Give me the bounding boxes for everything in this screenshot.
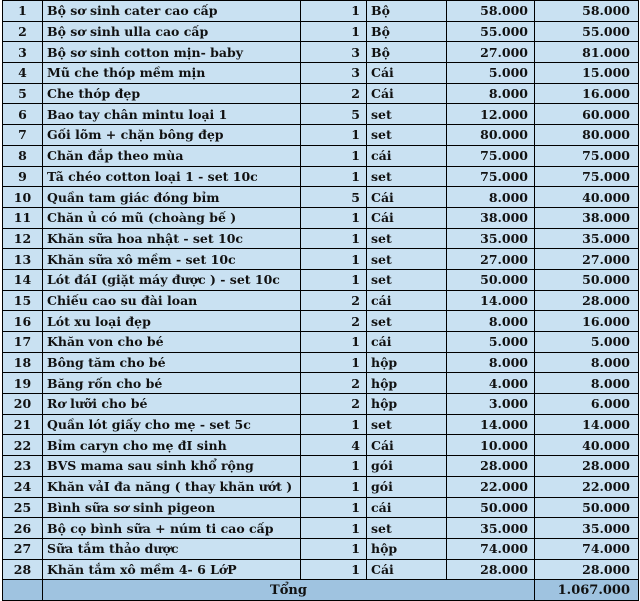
row-number: 20 bbox=[3, 394, 43, 415]
row-number: 18 bbox=[3, 352, 43, 373]
table-row bbox=[3, 207, 639, 228]
table-row bbox=[3, 145, 639, 166]
item-total: 40.000 bbox=[535, 187, 639, 208]
item-total: 50.000 bbox=[535, 497, 639, 518]
item-quantity: 1 bbox=[301, 269, 367, 290]
item-unit-price: 12.000 bbox=[447, 104, 535, 125]
item-quantity: 1 bbox=[301, 497, 367, 518]
row-number: 16 bbox=[3, 311, 43, 332]
item-name: Khăn sữa hoa nhật - set 10c bbox=[43, 228, 301, 249]
table-row bbox=[3, 352, 639, 373]
item-total: 75.000 bbox=[535, 145, 639, 166]
item-name: Bộ sơ sinh cotton mịn- baby bbox=[43, 42, 301, 63]
item-unit: cái bbox=[367, 332, 447, 353]
row-number: 12 bbox=[3, 228, 43, 249]
item-unit-price: 8.000 bbox=[447, 83, 535, 104]
item-quantity: 1 bbox=[301, 125, 367, 146]
item-total: 81.000 bbox=[535, 42, 639, 63]
item-total: 38.000 bbox=[535, 207, 639, 228]
table-row bbox=[3, 538, 639, 559]
row-number: 25 bbox=[3, 497, 43, 518]
item-name: Mũ che thóp mềm mịn bbox=[43, 63, 301, 84]
item-total: 74.000 bbox=[535, 538, 639, 559]
row-number: 1 bbox=[3, 1, 43, 22]
item-unit-price: 38.000 bbox=[447, 207, 535, 228]
item-unit-price: 22.000 bbox=[447, 476, 535, 497]
item-unit-price: 8.000 bbox=[447, 187, 535, 208]
item-total: 28.000 bbox=[535, 456, 639, 477]
table-row bbox=[3, 166, 639, 187]
item-total: 58.000 bbox=[535, 1, 639, 22]
total-pad-left bbox=[3, 580, 43, 601]
item-unit: Bộ bbox=[367, 21, 447, 42]
item-name: Chăn đắp theo mùa bbox=[43, 145, 301, 166]
item-quantity: 2 bbox=[301, 373, 367, 394]
row-number: 3 bbox=[3, 42, 43, 63]
item-unit: cái bbox=[367, 145, 447, 166]
item-name: Bộ sơ sinh ulla cao cấp bbox=[43, 21, 301, 42]
table-row bbox=[3, 435, 639, 456]
table-row bbox=[3, 559, 639, 580]
item-quantity: 1 bbox=[301, 145, 367, 166]
item-unit-price: 4.000 bbox=[447, 373, 535, 394]
item-total: 27.000 bbox=[535, 249, 639, 270]
item-quantity: 4 bbox=[301, 435, 367, 456]
item-unit-price: 8.000 bbox=[447, 352, 535, 373]
item-unit-price: 5.000 bbox=[447, 332, 535, 353]
item-total: 22.000 bbox=[535, 476, 639, 497]
item-unit-price: 35.000 bbox=[447, 228, 535, 249]
item-quantity: 2 bbox=[301, 311, 367, 332]
item-unit: cái bbox=[367, 497, 447, 518]
item-name: Bao tay chân mintu loại 1 bbox=[43, 104, 301, 125]
item-unit: set bbox=[367, 311, 447, 332]
item-unit-price: 10.000 bbox=[447, 435, 535, 456]
table-row bbox=[3, 414, 639, 435]
row-number: 23 bbox=[3, 456, 43, 477]
item-name: Khăn von cho bé bbox=[43, 332, 301, 353]
table-row bbox=[3, 332, 639, 353]
item-unit: set bbox=[367, 414, 447, 435]
item-unit-price: 58.000 bbox=[447, 1, 535, 22]
item-unit: gói bbox=[367, 476, 447, 497]
item-unit: set bbox=[367, 104, 447, 125]
item-name: BVS mama sau sinh khổ rộng bbox=[43, 456, 301, 477]
total-sum: 1.067.000 bbox=[535, 580, 639, 601]
table-row bbox=[3, 1, 639, 22]
item-unit: Cái bbox=[367, 187, 447, 208]
row-number: 21 bbox=[3, 414, 43, 435]
item-unit: set bbox=[367, 249, 447, 270]
item-quantity: 1 bbox=[301, 559, 367, 580]
row-number: 6 bbox=[3, 104, 43, 125]
item-quantity: 2 bbox=[301, 290, 367, 311]
item-quantity: 1 bbox=[301, 249, 367, 270]
table-row bbox=[3, 83, 639, 104]
item-total: 35.000 bbox=[535, 228, 639, 249]
row-number: 14 bbox=[3, 269, 43, 290]
item-unit: Cái bbox=[367, 207, 447, 228]
item-name: Bỉm caryn cho mẹ đI sinh bbox=[43, 435, 301, 456]
table-row bbox=[3, 311, 639, 332]
item-name: Che thóp đẹp bbox=[43, 83, 301, 104]
item-quantity: 1 bbox=[301, 414, 367, 435]
table-row bbox=[3, 476, 639, 497]
item-name: Lót đáI (giặt máy được ) - set 10c bbox=[43, 269, 301, 290]
row-number: 7 bbox=[3, 125, 43, 146]
row-number: 2 bbox=[3, 21, 43, 42]
item-quantity: 5 bbox=[301, 187, 367, 208]
item-unit: gói bbox=[367, 456, 447, 477]
item-unit: hộp bbox=[367, 373, 447, 394]
item-quantity: 2 bbox=[301, 83, 367, 104]
item-unit-price: 27.000 bbox=[447, 249, 535, 270]
row-number: 13 bbox=[3, 249, 43, 270]
item-total: 28.000 bbox=[535, 559, 639, 580]
item-unit-price: 74.000 bbox=[447, 538, 535, 559]
item-unit: cái bbox=[367, 290, 447, 311]
table-row bbox=[3, 269, 639, 290]
row-number: 19 bbox=[3, 373, 43, 394]
item-unit: Bộ bbox=[367, 42, 447, 63]
row-number: 15 bbox=[3, 290, 43, 311]
table-row bbox=[3, 497, 639, 518]
item-total: 6.000 bbox=[535, 394, 639, 415]
item-name: Quần lót giấy cho mẹ - set 5c bbox=[43, 414, 301, 435]
item-total: 50.000 bbox=[535, 269, 639, 290]
item-unit: Bộ bbox=[367, 1, 447, 22]
row-number: 26 bbox=[3, 518, 43, 539]
item-quantity: 2 bbox=[301, 394, 367, 415]
table-row bbox=[3, 187, 639, 208]
item-quantity: 1 bbox=[301, 518, 367, 539]
shopping-list-table bbox=[2, 0, 639, 601]
item-quantity: 1 bbox=[301, 1, 367, 22]
item-name: Chiếu cao su đài loan bbox=[43, 290, 301, 311]
item-total: 75.000 bbox=[535, 166, 639, 187]
item-unit: Cái bbox=[367, 435, 447, 456]
row-number: 11 bbox=[3, 207, 43, 228]
total-row bbox=[3, 580, 639, 601]
item-total: 14.000 bbox=[535, 414, 639, 435]
item-name: Sữa tắm thảo dược bbox=[43, 538, 301, 559]
row-number: 17 bbox=[3, 332, 43, 353]
item-quantity: 1 bbox=[301, 228, 367, 249]
item-unit: hộp bbox=[367, 538, 447, 559]
item-unit: set bbox=[367, 228, 447, 249]
item-total: 5.000 bbox=[535, 332, 639, 353]
item-unit-price: 28.000 bbox=[447, 559, 535, 580]
item-unit-price: 75.000 bbox=[447, 145, 535, 166]
item-unit: Cái bbox=[367, 559, 447, 580]
item-quantity: 3 bbox=[301, 42, 367, 63]
item-name: Gối lõm + chặn bông đẹp bbox=[43, 125, 301, 146]
item-unit-price: 14.000 bbox=[447, 414, 535, 435]
item-quantity: 1 bbox=[301, 207, 367, 228]
item-unit: Cái bbox=[367, 83, 447, 104]
table-row bbox=[3, 63, 639, 84]
item-unit-price: 80.000 bbox=[447, 125, 535, 146]
item-unit: Cái bbox=[367, 63, 447, 84]
table-row bbox=[3, 21, 639, 42]
item-total: 15.000 bbox=[535, 63, 639, 84]
row-number: 4 bbox=[3, 63, 43, 84]
table-row bbox=[3, 373, 639, 394]
item-unit: set bbox=[367, 269, 447, 290]
item-total: 60.000 bbox=[535, 104, 639, 125]
item-unit-price: 28.000 bbox=[447, 456, 535, 477]
row-number: 22 bbox=[3, 435, 43, 456]
row-number: 27 bbox=[3, 538, 43, 559]
item-name: Bộ cọ bình sữa + núm ti cao cấp bbox=[43, 518, 301, 539]
item-unit-price: 50.000 bbox=[447, 497, 535, 518]
item-quantity: 1 bbox=[301, 456, 367, 477]
item-total: 80.000 bbox=[535, 125, 639, 146]
table-row bbox=[3, 518, 639, 539]
item-unit: set bbox=[367, 125, 447, 146]
row-number: 24 bbox=[3, 476, 43, 497]
item-name: Lót xu loại đẹp bbox=[43, 311, 301, 332]
item-unit-price: 50.000 bbox=[447, 269, 535, 290]
item-total: 8.000 bbox=[535, 352, 639, 373]
item-total: 16.000 bbox=[535, 311, 639, 332]
item-total: 40.000 bbox=[535, 435, 639, 456]
table-row bbox=[3, 249, 639, 270]
item-name: Bình sữa sơ sinh pigeon bbox=[43, 497, 301, 518]
row-number: 8 bbox=[3, 145, 43, 166]
item-total: 55.000 bbox=[535, 21, 639, 42]
table-row bbox=[3, 125, 639, 146]
item-name: Khăn sữa xô mềm - set 10c bbox=[43, 249, 301, 270]
item-name: Quần tam giác đóng bỉm bbox=[43, 187, 301, 208]
row-number: 9 bbox=[3, 166, 43, 187]
row-number: 28 bbox=[3, 559, 43, 580]
row-number: 10 bbox=[3, 187, 43, 208]
item-name: Rơ lưỡi cho bé bbox=[43, 394, 301, 415]
item-unit-price: 5.000 bbox=[447, 63, 535, 84]
item-total: 16.000 bbox=[535, 83, 639, 104]
table-row bbox=[3, 42, 639, 63]
item-quantity: 1 bbox=[301, 21, 367, 42]
item-unit: hộp bbox=[367, 352, 447, 373]
item-name: Khăn vảI đa năng ( thay khăn ướt ) bbox=[43, 476, 301, 497]
table-row bbox=[3, 394, 639, 415]
item-quantity: 5 bbox=[301, 104, 367, 125]
item-unit-price: 75.000 bbox=[447, 166, 535, 187]
table-row bbox=[3, 228, 639, 249]
table-body bbox=[3, 1, 639, 580]
item-quantity: 1 bbox=[301, 352, 367, 373]
item-unit-price: 27.000 bbox=[447, 42, 535, 63]
item-name: Bộ sơ sinh cater cao cấp bbox=[43, 1, 301, 22]
row-number: 5 bbox=[3, 83, 43, 104]
item-unit-price: 3.000 bbox=[447, 394, 535, 415]
item-name: Chăn ủ có mũ (choàng bế ) bbox=[43, 207, 301, 228]
item-quantity: 3 bbox=[301, 63, 367, 84]
item-quantity: 1 bbox=[301, 332, 367, 353]
item-unit-price: 55.000 bbox=[447, 21, 535, 42]
item-name: Tã chéo cotton loại 1 - set 10c bbox=[43, 166, 301, 187]
item-unit-price: 8.000 bbox=[447, 311, 535, 332]
table-row bbox=[3, 290, 639, 311]
item-unit: set bbox=[367, 518, 447, 539]
item-name: Bông tăm cho bé bbox=[43, 352, 301, 373]
item-name: Khăn tắm xô mềm 4- 6 LớP bbox=[43, 559, 301, 580]
item-quantity: 1 bbox=[301, 538, 367, 559]
table-row bbox=[3, 104, 639, 125]
table-row bbox=[3, 456, 639, 477]
item-total: 8.000 bbox=[535, 373, 639, 394]
item-unit: set bbox=[367, 166, 447, 187]
total-label: Tổng bbox=[43, 580, 535, 601]
item-quantity: 1 bbox=[301, 166, 367, 187]
item-total: 35.000 bbox=[535, 518, 639, 539]
item-unit-price: 35.000 bbox=[447, 518, 535, 539]
item-name: Băng rốn cho bé bbox=[43, 373, 301, 394]
item-total: 28.000 bbox=[535, 290, 639, 311]
item-quantity: 1 bbox=[301, 476, 367, 497]
item-unit-price: 14.000 bbox=[447, 290, 535, 311]
item-unit: hộp bbox=[367, 394, 447, 415]
